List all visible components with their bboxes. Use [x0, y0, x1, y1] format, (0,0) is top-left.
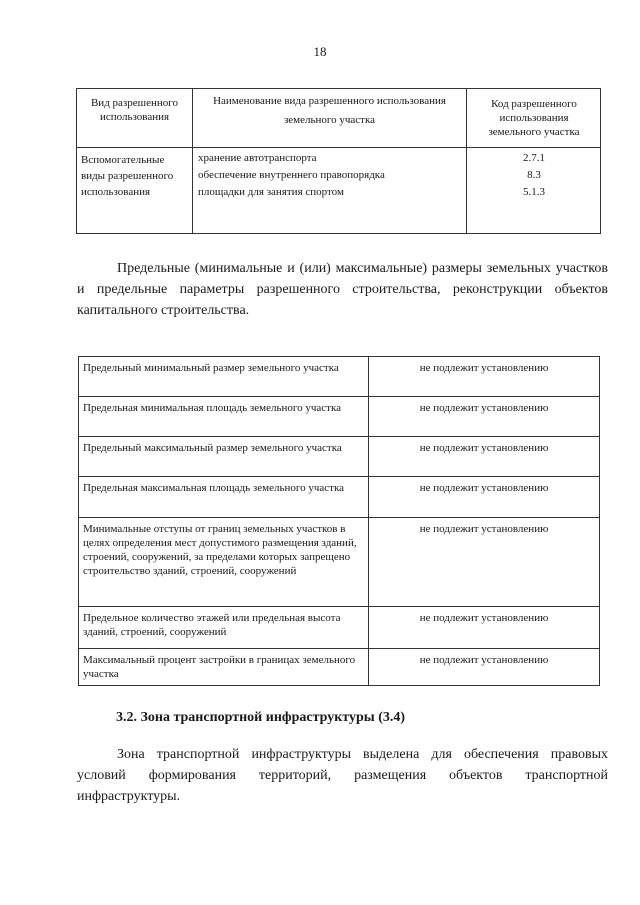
section-paragraph: Зона транспортной инфраструктуры выделена для обеспечения правовых условий формирования территорий, размещения объектов транспортной инфраструктуры. [77, 747, 608, 804]
limit-label: Предельная максимальная площадь земельного участка [79, 477, 369, 518]
limit-value: не подлежит установлению [369, 518, 600, 607]
header-use-type: Вид разрешенного использования [90, 97, 179, 123]
table-row [79, 357, 600, 397]
use-names-list [198, 150, 463, 201]
use-name: площадки для занятия спортом [198, 186, 344, 198]
table-row [79, 607, 600, 649]
row-label-auxiliary: Вспомогательные виды разрешенного использования [81, 154, 174, 198]
permitted-use-table [76, 88, 601, 234]
limit-label: Предельная минимальная площадь земельного участка [79, 397, 369, 437]
table-row [79, 649, 600, 686]
limit-value: не подлежит установлению [369, 357, 600, 397]
limit-label: Предельный максимальный размер земельного участка [79, 437, 369, 477]
header-use-name [197, 94, 462, 127]
limit-label: Предельный минимальный размер земельного участка [79, 357, 369, 397]
limit-label: Минимальные отступы от границ земельных участков в целях определения мест допустимого размещения зданий, строений, сооружений, за пределами которых запрещено строительство зданий, строений, сооружений [79, 518, 369, 607]
use-code: 2.7.1 [523, 152, 545, 164]
section-heading: 3.2. Зона транспортной инфраструктуры (3.4) [116, 710, 406, 725]
header-use-name-line2: земельного участка [283, 114, 376, 126]
limits-table [78, 356, 600, 686]
header-use-code: Код разрешенного использования земельного участка [488, 98, 580, 138]
limit-value: не подлежит установлению [369, 477, 600, 518]
table-row [79, 397, 600, 437]
table-row [79, 477, 600, 518]
use-name: хранение автотранспорта [198, 152, 317, 164]
table-row [79, 518, 600, 607]
limit-value: не подлежит установлению [369, 607, 600, 649]
page-number: 18 [313, 44, 327, 59]
use-codes-list [469, 150, 599, 201]
use-code: 5.1.3 [523, 186, 545, 198]
header-use-name-line1: Наименование вида разрешенного использования [213, 95, 446, 107]
limit-value: не подлежит установлению [369, 437, 600, 477]
table-row [79, 437, 600, 477]
limit-value: не подлежит установлению [369, 649, 600, 686]
limit-label: Предельное количество этажей или предельная высота зданий, строений, сооружений [79, 607, 369, 649]
limits-paragraph: Предельные (минимальные и (или) максимальные) размеры земельных участков и предельные параметры разрешенного строительства, реконструкции объектов капитального строительства. [77, 261, 608, 318]
limit-value: не подлежит установлению [369, 397, 600, 437]
limit-label: Максимальный процент застройки в границах земельного участка [79, 649, 369, 686]
use-name: обеспечение внутреннего правопорядка [198, 169, 385, 181]
use-code: 8.3 [527, 169, 541, 181]
